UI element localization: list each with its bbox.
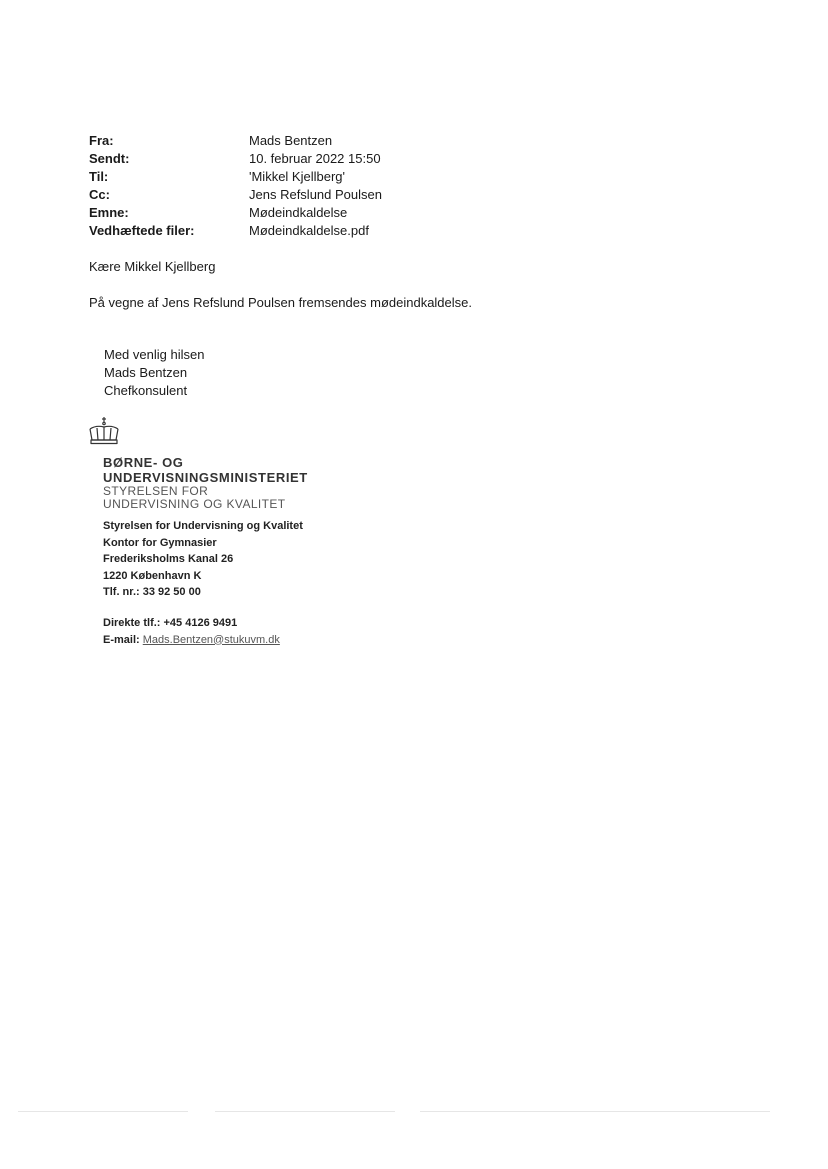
agency-name-line2: UNDERVISNING OG KVALITET [103, 496, 286, 511]
sender-name: Mads Bentzen [104, 365, 188, 380]
address-line: Tlf. nr.: 33 92 50 00 [103, 586, 201, 598]
header-label: Sendt: [89, 151, 130, 166]
header-value: 'Mikkel Kjellberg' [249, 169, 345, 184]
address-line: Frederiksholms Kanal 26 [103, 553, 234, 565]
header-row-from [89, 132, 549, 150]
header-row-subject [89, 204, 549, 222]
contact-details [103, 615, 280, 648]
header-row-sent [89, 150, 549, 168]
scan-artifact-line [18, 1111, 188, 1112]
address-line: Kontor for Gymnasier [103, 536, 217, 549]
email-label: E-mail: [103, 633, 143, 646]
header-label: Cc: [89, 187, 110, 202]
header-label: Vedhæftede filer: [89, 223, 195, 238]
attachment-filename: Mødeindkaldelse.pdf [249, 223, 369, 238]
agency-name-line1: STYRELSEN FOR [103, 484, 209, 498]
email-header [89, 132, 549, 240]
header-value: 10. februar 2022 15:50 [249, 151, 381, 166]
header-label: Fra: [89, 133, 114, 148]
closing-phrase: Med venlig hilsen [104, 347, 205, 362]
message-body: På vegne af Jens Refslund Poulsen fremsendes mødeindkaldelse. [89, 295, 472, 310]
sender-title: Chefkonsulent [104, 383, 188, 398]
header-row-to [89, 168, 549, 186]
header-value: Mads Bentzen [249, 133, 333, 148]
salutation: Kære Mikkel Kjellberg [89, 259, 216, 274]
address-line: 1220 København K [103, 569, 202, 582]
header-value: Mødeindkaldelse [249, 205, 348, 220]
header-value: Jens Refslund Poulsen [249, 187, 382, 202]
crown-icon [87, 416, 121, 446]
header-row-cc [89, 186, 549, 204]
email-link[interactable]: Mads.Bentzen@stukuvm.dk [142, 633, 280, 646]
header-row-attachments [89, 222, 549, 240]
scan-artifact-line [420, 1111, 770, 1112]
signature-closing [104, 346, 204, 400]
postal-address [103, 518, 303, 601]
scan-artifact-line [215, 1111, 395, 1112]
email-line [103, 632, 280, 649]
header-label: Til: [89, 169, 109, 184]
header-label: Emne: [89, 205, 129, 220]
ministry-name-line1: BØRNE- OG [103, 455, 184, 470]
direct-phone: Direkte tlf.: +45 4126 9491 [103, 617, 238, 629]
ministry-name-line2: UNDERVISNINGSMINISTERIET [103, 470, 308, 485]
address-line: Styrelsen for Undervisning og Kvalitet [103, 520, 303, 532]
ministry-logo-text [103, 455, 308, 510]
